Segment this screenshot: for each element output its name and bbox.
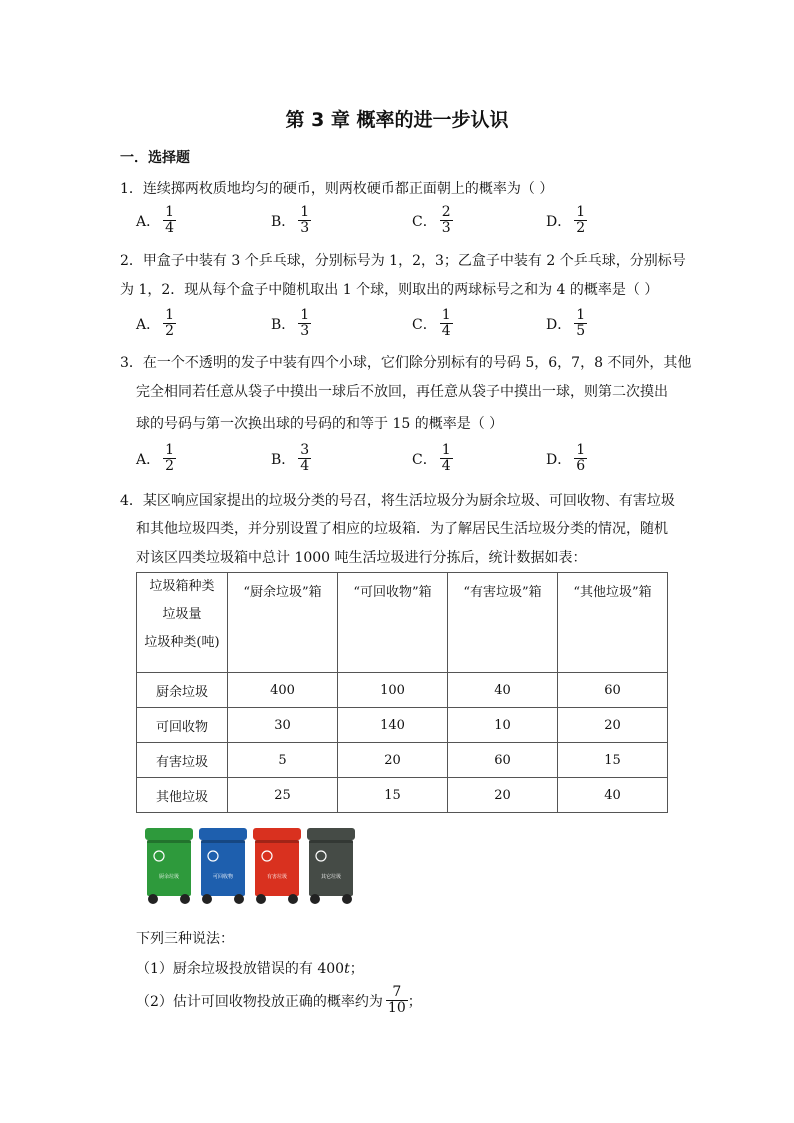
bin-label: 厨余垃圾	[158, 874, 180, 880]
statement-2-text: （2）估计可回收物投放正确的概率约为	[136, 993, 383, 1010]
garbage-bins-image	[143, 826, 358, 906]
option-label: A．	[136, 451, 161, 468]
table-cell: 10	[448, 708, 558, 743]
table-cell: 15	[558, 743, 668, 778]
fraction-numerator: 1	[165, 204, 175, 220]
fraction-numerator: 7	[392, 984, 402, 1000]
column-header: “有害垃圾”箱	[448, 573, 558, 673]
garbage-bin-icon	[199, 828, 247, 904]
option-c[interactable]	[412, 308, 453, 339]
fraction	[163, 443, 176, 474]
table-row	[137, 743, 668, 778]
corner-label-1: 垃圾箱种类	[149, 579, 215, 594]
fraction-denominator: 3	[300, 323, 310, 339]
question-3-line-3: 球的号码与第一次换出球的号码的和等于 15 的概率是（ ）	[136, 416, 504, 432]
fraction-denominator: 6	[576, 458, 586, 474]
fraction-denominator: 3	[300, 220, 310, 236]
option-label: C．	[412, 451, 437, 468]
statement-1-text: （1）厨余垃圾投放错误的有 400	[136, 961, 345, 977]
fraction	[298, 443, 311, 474]
column-header: “可回收物”箱	[338, 573, 448, 673]
option-b[interactable]	[271, 205, 311, 236]
table-cell: 60	[448, 743, 558, 778]
table-cell: 40	[558, 778, 668, 813]
bin-label: 其它垃圾	[320, 874, 342, 880]
table-cell: 25	[228, 778, 338, 813]
question-2-line-1: 2．甲盒子中装有 3 个乒乓球，分别标号为 1，2，3；乙盒子中装有 2 个乒乓球，分别标号	[120, 253, 686, 269]
table-row	[137, 708, 668, 743]
table-cell: 5	[228, 743, 338, 778]
option-c[interactable]	[412, 443, 453, 474]
fraction	[574, 443, 587, 474]
option-label: D．	[546, 451, 572, 468]
statement-2	[136, 985, 422, 1016]
column-header: “厨余垃圾”箱	[228, 573, 338, 673]
table-cell: 100	[338, 673, 448, 708]
table-cell: 20	[558, 708, 668, 743]
option-label: A．	[136, 213, 161, 230]
garbage-bin-icon	[307, 828, 355, 904]
fraction	[440, 205, 453, 236]
garbage-bin-icon	[145, 828, 193, 904]
table-cell: 400	[228, 673, 338, 708]
fraction-numerator: 1	[165, 307, 175, 323]
table-header-row	[137, 573, 668, 673]
unit-symbol: t	[344, 961, 350, 977]
fraction-denominator: 2	[576, 220, 586, 236]
fraction-numerator: 1	[576, 442, 586, 458]
bin-label: 有害垃圾	[266, 874, 288, 880]
fraction	[386, 985, 408, 1016]
page-title: 第 3 章 概率的进一步认识	[285, 109, 509, 131]
statements-intro: 下列三种说法：	[136, 931, 234, 947]
fraction-denominator: 3	[441, 220, 451, 236]
statement-1	[136, 958, 364, 978]
question-3-line-2: 完全相同若任意从袋子中摸出一球后不放回，再任意从袋子中摸出一球，则第二次摸出	[136, 384, 668, 400]
question-4-line-2: 和其他垃圾四类，并分别设置了相应的垃圾箱．为了解居民生活垃圾分类的情况，随机	[136, 521, 668, 537]
bin-label: 可回收物	[212, 874, 234, 880]
question-4-line-3: 对该区四类垃圾箱中总计 1000 吨生活垃圾进行分拣后，统计数据如表：	[136, 550, 587, 566]
option-label: D．	[546, 213, 572, 230]
fraction-denominator: 5	[576, 323, 586, 339]
fraction-numerator: 3	[300, 442, 310, 458]
fraction-numerator: 1	[441, 442, 451, 458]
question-3-line-1: 3．在一个不透明的发子中装有四个小球，它们除分别标有的号码 5，6，7，8 不同外，其他	[120, 355, 692, 371]
table-corner-cell	[137, 573, 228, 673]
table-cell: 140	[338, 708, 448, 743]
corner-label-3: 垃圾种类(吨)	[144, 635, 220, 650]
option-d[interactable]	[546, 205, 587, 236]
fraction-denominator: 4	[165, 220, 175, 236]
option-a[interactable]	[136, 205, 176, 236]
option-d[interactable]	[546, 308, 587, 339]
fraction-numerator: 1	[576, 204, 586, 220]
fraction-numerator: 1	[165, 442, 175, 458]
option-label: C．	[412, 316, 437, 333]
garbage-bin-icon	[253, 828, 301, 904]
column-header: “其他垃圾”箱	[558, 573, 668, 673]
question-1-options	[136, 205, 696, 245]
corner-label-2: 垃圾量	[162, 607, 202, 622]
fraction-denominator: 4	[300, 458, 310, 474]
fraction-denominator: 4	[441, 458, 451, 474]
option-label: B．	[271, 451, 296, 468]
table-cell: 60	[558, 673, 668, 708]
fraction-denominator: 2	[165, 458, 175, 474]
question-3-options	[136, 443, 696, 483]
fraction	[574, 308, 587, 339]
fraction-denominator: 2	[165, 323, 175, 339]
fraction	[298, 308, 311, 339]
option-label: B．	[271, 213, 296, 230]
table-cell: 20	[338, 743, 448, 778]
row-label: 其他垃圾	[137, 778, 228, 813]
fraction-numerator: 1	[441, 307, 451, 323]
row-label: 厨余垃圾	[137, 673, 228, 708]
statement-2-end: ；	[407, 993, 422, 1010]
option-b[interactable]	[271, 443, 311, 474]
fraction	[440, 443, 453, 474]
option-label: D．	[546, 316, 572, 333]
statement-1-end: ；	[349, 961, 364, 977]
fraction-numerator: 1	[300, 307, 310, 323]
fraction-numerator: 1	[576, 307, 586, 323]
question-4-line-1: 4．某区响应国家提出的垃圾分类的号召，将生活垃圾分为厨余垃圾、可回收物、有害垃圾	[120, 493, 675, 509]
garbage-table	[136, 572, 668, 813]
question-2-line-2: 为 1，2．现从每个盒子中随机取出 1 个球，则取出的两球标号之和为 4 的概率是（ ）	[120, 282, 659, 298]
fraction-numerator: 2	[441, 204, 451, 220]
fraction-denominator: 4	[441, 323, 451, 339]
option-label: A．	[136, 316, 161, 333]
fraction	[440, 308, 453, 339]
option-c[interactable]	[412, 205, 453, 236]
option-label: B．	[271, 316, 296, 333]
option-a[interactable]	[136, 443, 176, 474]
row-label: 有害垃圾	[137, 743, 228, 778]
section-heading: 一．选择题	[120, 150, 190, 166]
option-label: C．	[412, 213, 437, 230]
question-2-options	[136, 308, 696, 348]
fraction	[163, 205, 176, 236]
fraction	[574, 205, 587, 236]
fraction-numerator: 1	[300, 204, 310, 220]
option-a[interactable]	[136, 308, 176, 339]
fraction-denominator: 10	[387, 1000, 406, 1016]
table-row	[137, 673, 668, 708]
table-cell: 40	[448, 673, 558, 708]
table-cell: 20	[448, 778, 558, 813]
option-d[interactable]	[546, 443, 587, 474]
fraction	[163, 308, 176, 339]
fraction	[298, 205, 311, 236]
table-cell: 30	[228, 708, 338, 743]
table-cell: 15	[338, 778, 448, 813]
option-b[interactable]	[271, 308, 311, 339]
question-1-text: 1．连续掷两枚质地均匀的硬币，则两枚硬币都正面朝上的概率为（ ）	[120, 181, 554, 197]
row-label: 可回收物	[137, 708, 228, 743]
table-row	[137, 778, 668, 813]
